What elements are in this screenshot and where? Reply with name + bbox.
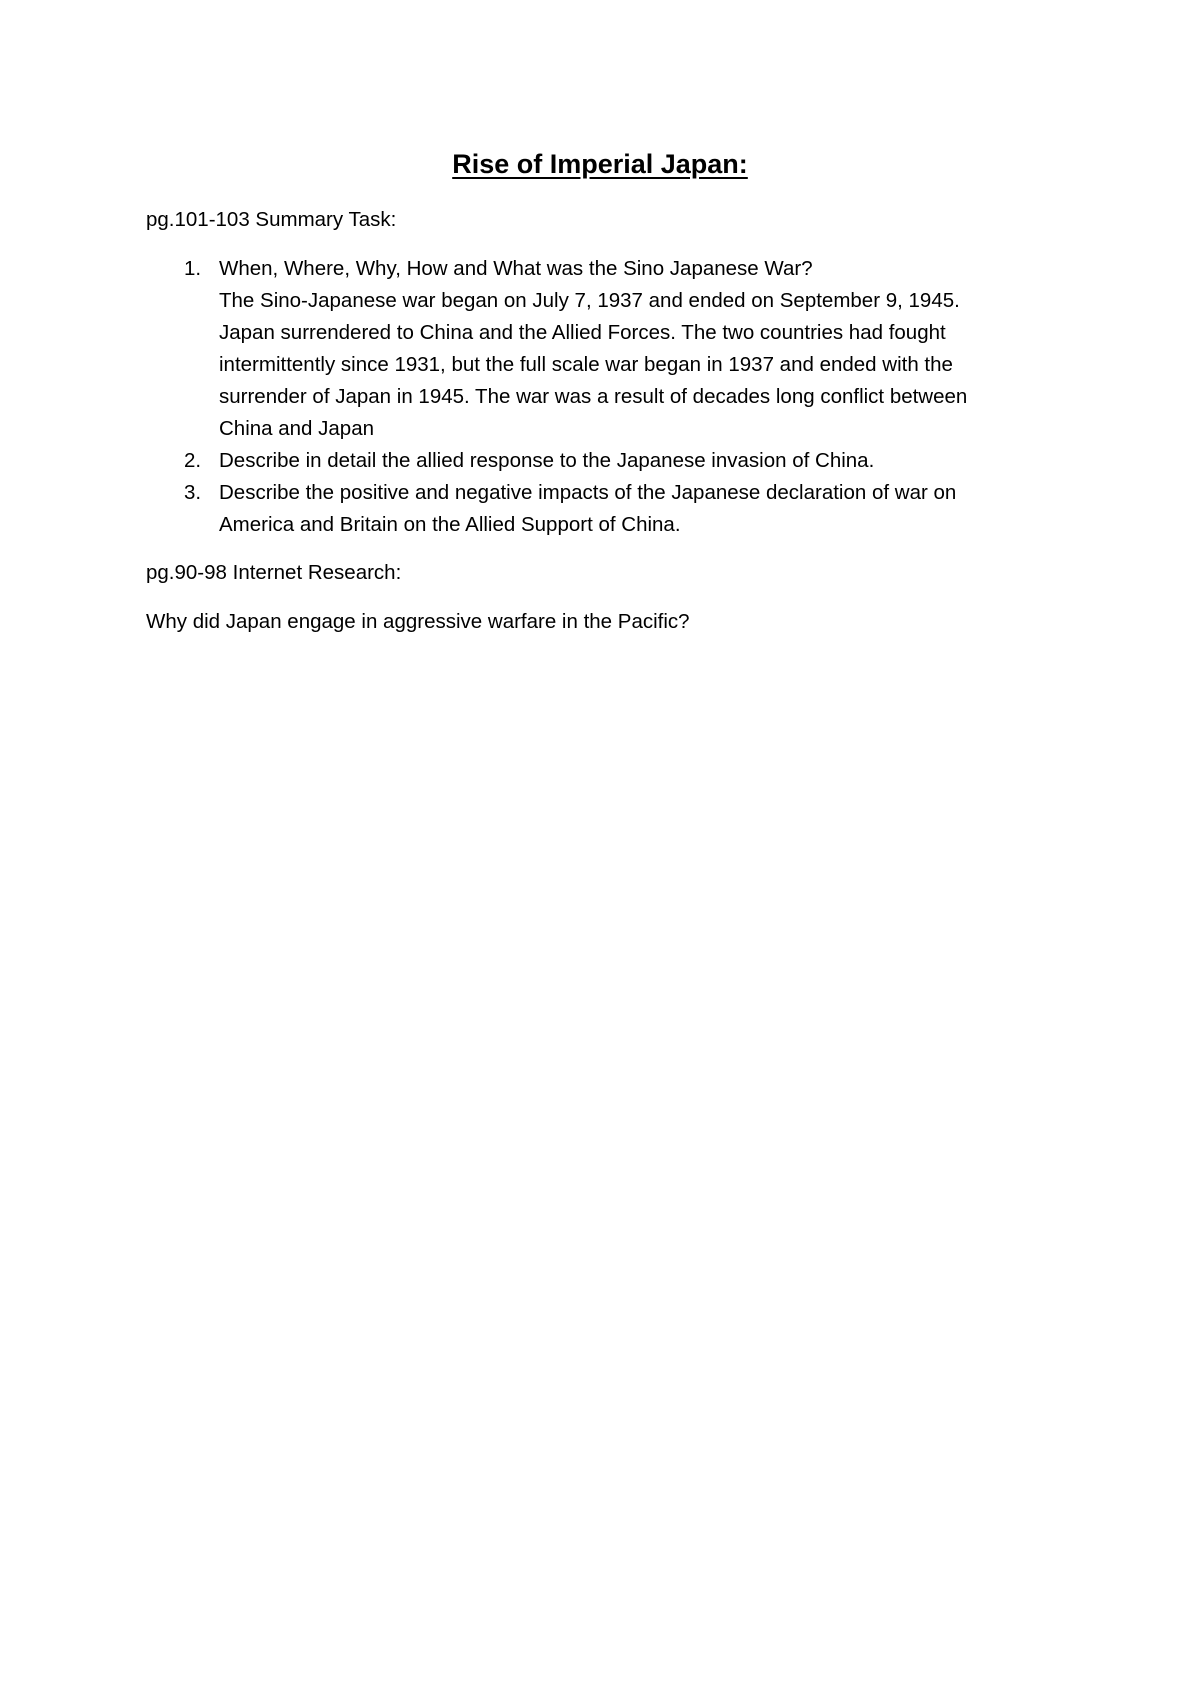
question-3-text: Describe the positive and negative impacts of the Japanese declaration of war on xyxy=(219,481,957,504)
answer-1-line: intermittently since 1931, but the full scale war began in 1937 and ended with the xyxy=(219,353,953,376)
answer-1-line: Japan surrendered to China and the Allied Forces. The two countries had fought xyxy=(219,321,946,344)
question-number: 1. xyxy=(184,257,202,280)
research-question: Why did Japan engage in aggressive warfare in the Pacific? xyxy=(146,610,690,633)
answer-1-line: The Sino-Japanese war began on July 7, 1937 and ended on September 9, 1945. xyxy=(219,289,960,312)
answer-1-line: China and Japan xyxy=(219,417,375,440)
summary-heading: pg.101-103 Summary Task: xyxy=(146,208,397,231)
answer-1-line: surrender of Japan in 1945. The war was a result of decades long conflict between xyxy=(219,385,968,408)
page-title: Rise of Imperial Japan: xyxy=(452,149,748,179)
question-1-text: When, Where, Why, How and What was the Sino Japanese War? xyxy=(219,257,813,280)
question-2-text: Describe in detail the allied response to the Japanese invasion of China. xyxy=(219,449,875,472)
question-3-text: America and Britain on the Allied Support of China. xyxy=(219,513,681,536)
question-number: 2. xyxy=(184,449,202,472)
question-number: 3. xyxy=(184,481,202,504)
research-heading: pg.90-98 Internet Research: xyxy=(146,561,402,584)
